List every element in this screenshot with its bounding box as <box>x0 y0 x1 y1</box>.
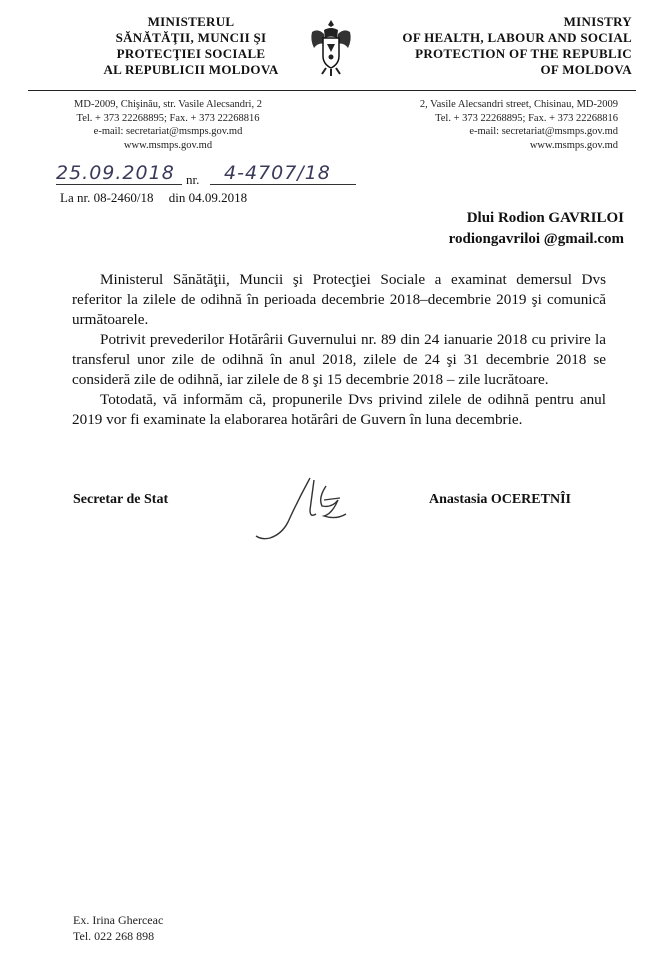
executor-name: Ex. Irina Gherceac <box>73 913 164 927</box>
executor-info <box>73 912 163 944</box>
ministry-name-en-line: OF HEALTH, LABOUR AND SOCIAL <box>402 30 632 45</box>
date-field <box>56 162 182 185</box>
contact-address: 2, Vasile Alecsandri street, Chisinau, MD-2009 <box>419 99 618 110</box>
addressee <box>449 208 624 250</box>
ministry-name-en-line: PROTECTION OF THE REPUBLIC <box>415 46 632 61</box>
la-nr-label: La nr. <box>60 190 91 205</box>
la-nr-value: 08-2460/18 <box>93 190 154 205</box>
din-date: 04.09.2018 <box>188 190 248 205</box>
ministry-name-en-line: OF MOLDOVA <box>540 62 632 77</box>
din-label: din <box>168 190 186 205</box>
reference-in-reply <box>60 190 247 206</box>
ministry-name-ro-line: SĂNĂTĂŢII, MUNCII ŞI <box>115 30 267 45</box>
contact-email: e-mail: secretariat@msmps.gov.md <box>93 126 243 137</box>
contact-website: www.msmps.gov.md <box>529 139 618 151</box>
ministry-name-ro-line: AL REPUBLICII MOLDOVA <box>103 62 279 77</box>
contact-address: MD-2009, Chişinău, str. Vasile Alecsandri, 2 <box>74 99 262 110</box>
ministry-name-en <box>382 14 632 78</box>
coat-of-arms-icon <box>308 18 354 78</box>
contact-website: www.msmps.gov.md <box>123 139 213 151</box>
ministry-name-en-line: MINISTRY <box>563 14 632 29</box>
body-paragraph: Ministerul Sănătăţii, Muncii şi Protecţiei Sociale a examinat demersul Dvs referitor la zilele de odihnă în perioada decembrie 2018–decembrie 2019 şi comunică următoarele. <box>72 271 606 328</box>
handwritten-signature <box>252 470 362 546</box>
body-paragraph: Potrivit prevederilor Hotărârii Guvernului nr. 89 din 24 ianuarie 2018 cu privire la transferul unor zile de odihnă în anul 2018, zilele de 24 şi 31 decembrie 2018 se consideră zile de odihnă, iar zilele de 8 şi 15 decembrie 2018 – zile lucrătoare. <box>72 331 606 388</box>
addressee-email: rodiongavriloi @gmail.com <box>448 231 624 247</box>
ministry-name-ro <box>92 14 290 78</box>
handwritten-date: 25.09.2018 <box>56 162 175 184</box>
nr-label: nr. <box>186 172 200 187</box>
number-field <box>210 162 356 185</box>
signatory-name: Anastasia OCERETNÎI <box>429 492 571 507</box>
executor-phone: Tel. 022 268 898 <box>73 929 155 943</box>
contact-phone: Tel. + 373 22268895; Fax. + 373 22268816 <box>76 112 260 124</box>
contact-ro <box>58 98 278 152</box>
addressee-name: Dlui Rodion GAVRILOI <box>466 210 624 226</box>
contact-en <box>388 98 618 152</box>
body-paragraph: Totodată, vă informăm că, propunerile Dvs privind zilele de odihnă pentru anul 2019 vor fi examinate la elaborarea hotărâri de Guvern în luna decembrie. <box>72 391 606 428</box>
ministry-name-ro-line: MINISTERUL <box>147 14 235 29</box>
signatory-title: Secretar de Stat <box>73 492 169 507</box>
letter-body <box>72 270 606 430</box>
header-divider <box>28 90 636 91</box>
contact-email: e-mail: secretariat@msmps.gov.md <box>469 126 618 137</box>
ministry-name-ro-line: PROTECŢIEI SOCIALE <box>116 46 266 61</box>
contact-phone: Tel. + 373 22268895; Fax. + 373 22268816 <box>435 112 618 124</box>
handwritten-number: 4-4707/18 <box>224 162 331 184</box>
